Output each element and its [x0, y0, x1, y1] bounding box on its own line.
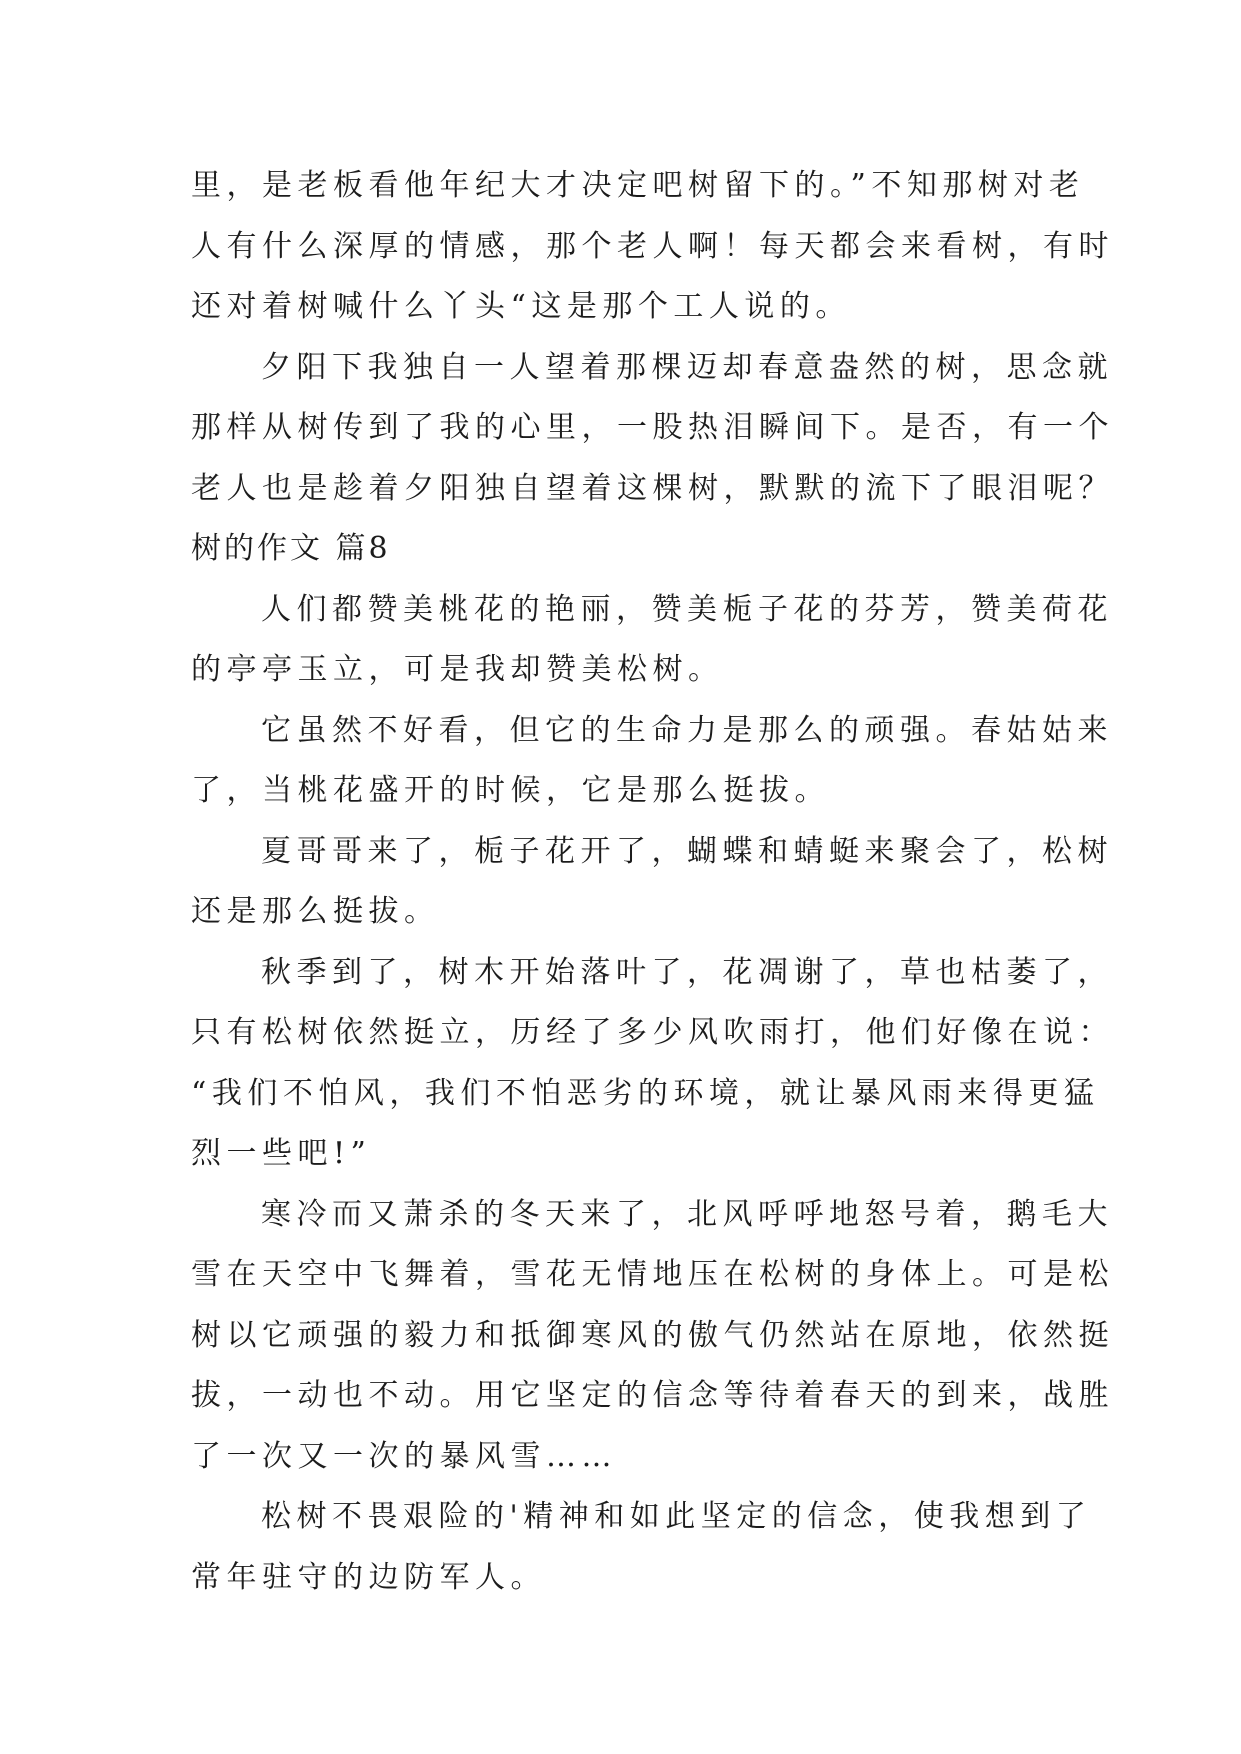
text-line: 只有松树依然挺立，历经了多少风吹雨打，他们好像在说：: [191, 1015, 1114, 1050]
section-heading: 树的作文 篇8: [191, 531, 391, 566]
paragraph-first-line: 寒冷而又萧杀的冬天来了，北风呼呼地怒号着，鹅毛大: [261, 1196, 1113, 1232]
text-line: 雪在天空中飞舞着，雪花无情地压在松树的身体上。可是松: [191, 1257, 1114, 1292]
text-line: 树以它顽强的毅力和抵御寒风的傲气仍然站在原地，依然挺: [191, 1317, 1114, 1353]
paragraph-first-line: 松树不畏艰险的'精神和如此坚定的信念，使我想到了: [261, 1499, 1092, 1534]
paragraph-first-line: 夏哥哥来了，栀子花开了，蝴蝶和蜻蜓来聚会了，松树: [261, 833, 1113, 869]
text-line: “我们不怕风，我们不怕恶劣的环境，就让暴风雨来得更猛: [191, 1075, 1100, 1111]
text-line: 人有什么深厚的情感，那个老人啊！每天都会来看树，有时: [191, 228, 1114, 264]
text-line: 里，是老板看他年纪大才决定吧树留下的。”不知那树对老: [191, 168, 1085, 203]
text-line: 烈一些吧!”: [191, 1136, 372, 1171]
text-line: 还对着树喊什么丫头“这是那个工人说的。: [191, 289, 851, 324]
paragraph-first-line: 秋季到了，树木开始落叶了，花凋谢了，草也枯萎了，: [261, 954, 1113, 990]
essay-body: [191, 156, 1114, 1608]
text-line: 的亭亭玉立，可是我却赞美松树。: [191, 652, 724, 687]
text-line: 还是那么挺拔。: [191, 894, 440, 929]
text-line: 常年驻守的边防军人。: [191, 1559, 546, 1595]
paragraph-first-line: 人们都赞美桃花的艳丽，赞美栀子花的芬芳，赞美荷花: [261, 591, 1113, 627]
paragraph-first-line: 它虽然不好看，但它的生命力是那么的顽强。春姑姑来: [261, 712, 1113, 748]
paragraph-first-line: 夕阳下我独自一人望着那棵迈却春意盎然的树，思念就: [261, 349, 1113, 385]
text-line: 了一次又一次的暴风雪……: [191, 1438, 617, 1474]
text-line: 老人也是趁着夕阳独自望着这棵树，默默的流下了眼泪呢？: [191, 470, 1114, 506]
text-line: 那样从树传到了我的心里，一股热泪瞬间下。是否，有一个: [191, 410, 1114, 445]
text-line: 拔，一动也不动。用它坚定的信念等待着春天的到来，战胜: [191, 1378, 1114, 1413]
text-line: 了，当桃花盛开的时候，它是那么挺拔。: [191, 773, 830, 808]
